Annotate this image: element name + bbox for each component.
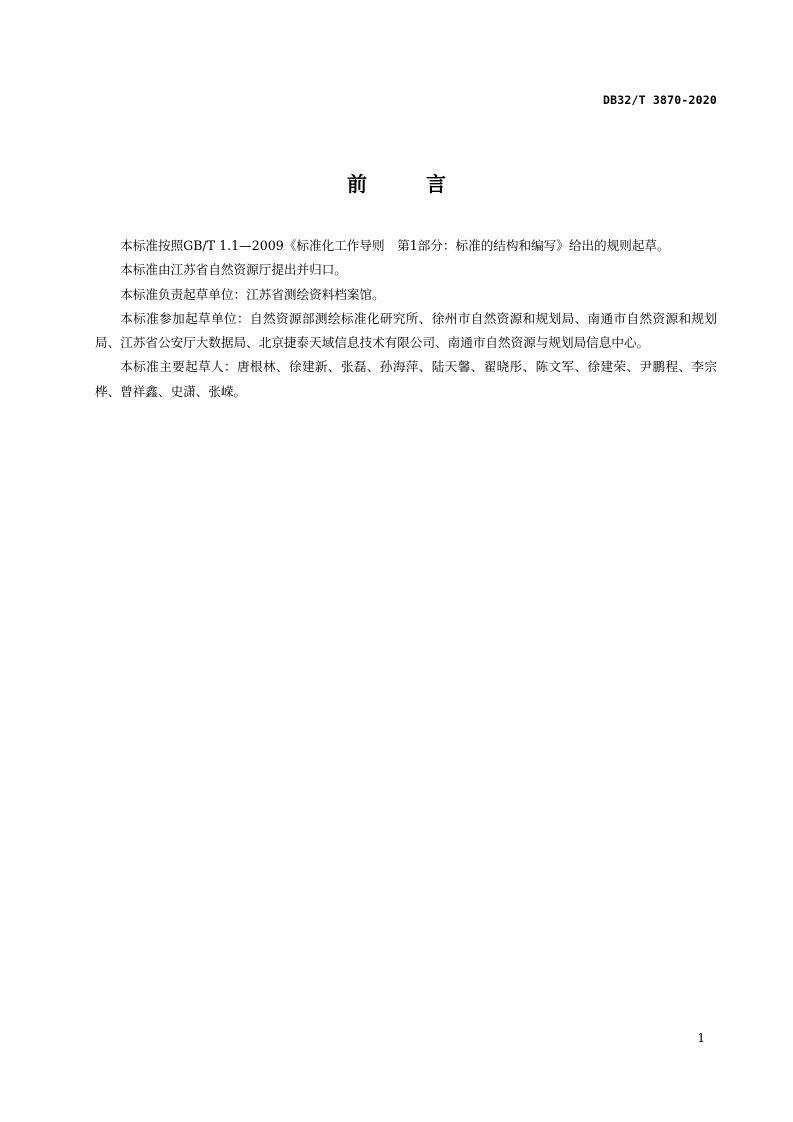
- paragraph-proposer: 本标准由江苏省自然资源厅提出并归口。: [120, 262, 347, 278]
- preface-body: [95, 234, 717, 404]
- paragraph-main-drafters: 本标准主要起草人：唐根林、徐建新、张磊、孙海萍、陆天馨、翟晓彤、陈文军、徐建荣、尹鹏程、李宗桦、曾祥鑫、史潇、张嵘。: [95, 359, 717, 399]
- page-title: 前 言: [347, 172, 472, 196]
- document-code: DB32/T 3870-2020: [603, 93, 717, 107]
- page-number: 1: [697, 1031, 705, 1045]
- paragraph-responsible-unit: 本标准负责起草单位：江苏省测绘资料档案馆。: [120, 286, 385, 302]
- paragraph-drafting-rules: 本标准按照GB/T 1.1—2009《标准化工作导则 第1部分：标准的结构和编写》给出的规则起草。: [120, 238, 670, 253]
- paragraph-participating-units: 本标准参加起草单位：自然资源部测绘标准化研究所、徐州市自然资源和规划局、南通市自然资源和规划局、江苏省公安厅大数据局、北京捷泰天域信息技术有限公司、南通市自然资源与规划局信息中心。: [95, 310, 717, 351]
